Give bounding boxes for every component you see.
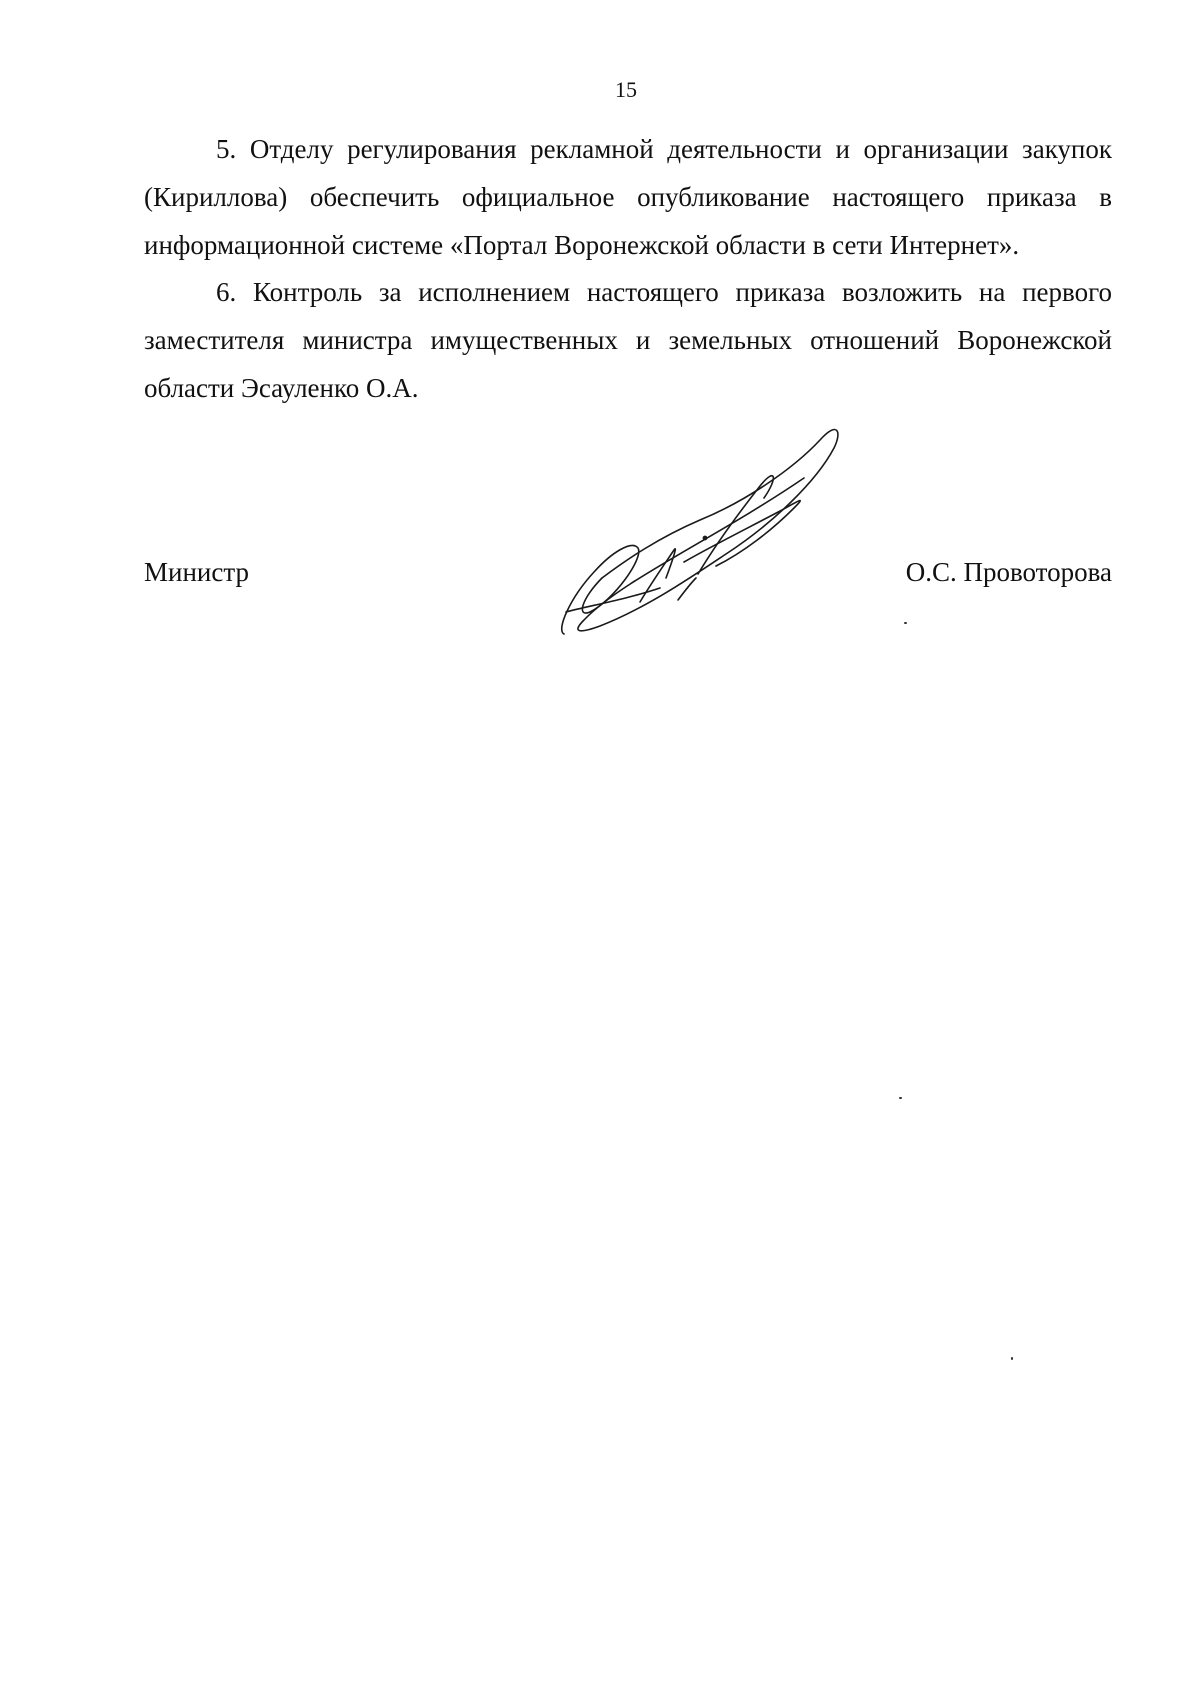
scan-speck [1011, 1357, 1013, 1360]
scan-speck [899, 1097, 902, 1099]
signer-title: Министр [144, 557, 249, 587]
page-number: 15 [615, 77, 637, 102]
scan-speck [904, 622, 907, 624]
signer-name: О.С. Провоторова [905, 557, 1112, 587]
paragraph-6: 6. Контроль за исполнением настоящего приказа возложить на первого заместителя министра имущественных и земельных отношений Воронежской области Эсауленко О.А. [144, 277, 1112, 403]
document-body [144, 126, 1112, 413]
handwritten-signature [548, 412, 868, 642]
paragraph-5: 5. Отделу регулирования рекламной деятельности и организации закупок (Кириллова) обеспечить официальное опубликование настоящего приказа в информационной системе «Портал Воронежской области в сети Интернет». [144, 134, 1112, 260]
